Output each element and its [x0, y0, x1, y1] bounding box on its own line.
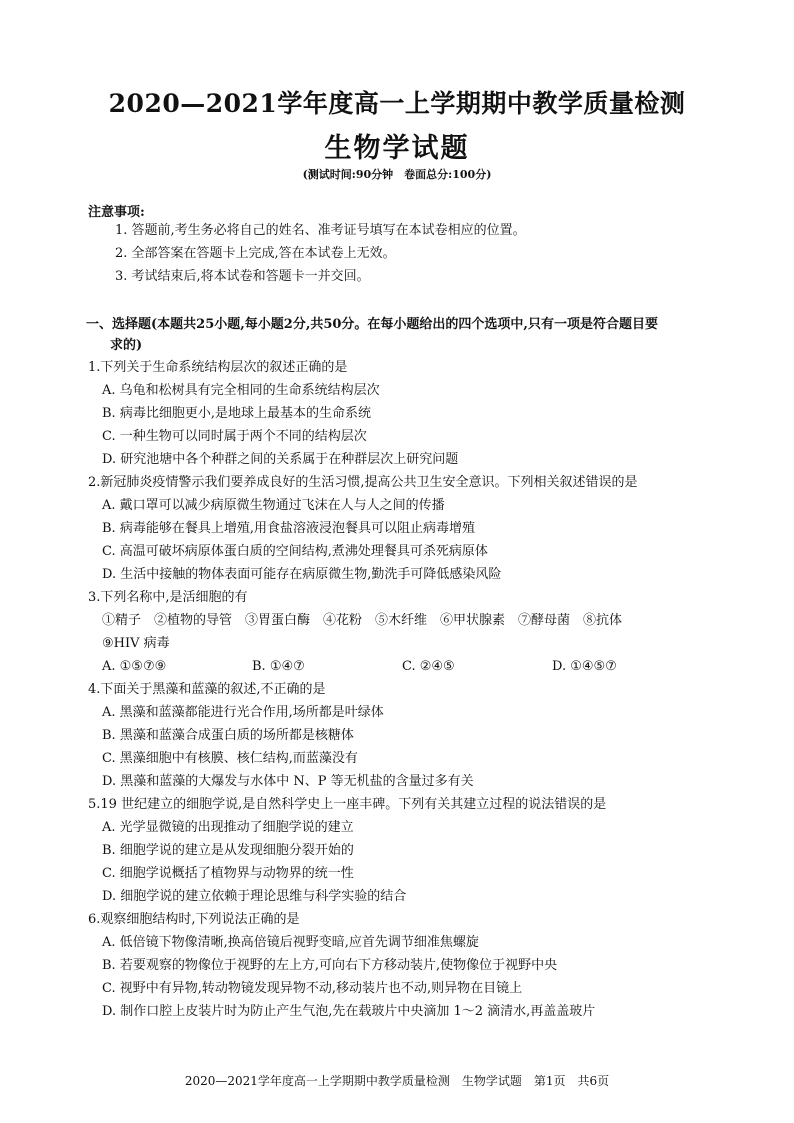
notes-heading: 注意事项: [88, 205, 145, 220]
exam-title: 2020—2021学年度高一上学期期中教学质量检测 [108, 89, 686, 118]
option: B. 病毒比细胞更小,是地球上最基本的生命系统 [102, 406, 371, 421]
option: D. 生活中接触的物体表面可能存在病原微生物,勤洗手可降低感染风险 [102, 567, 502, 582]
question-1 [88, 356, 728, 471]
section-heading [86, 314, 716, 356]
option: D. 研究池塘中各个种群之间的关系属于在种群层次上研究问题 [102, 452, 459, 467]
option: A. 乌龟和松树具有完全相同的生命系统结构层次 [102, 383, 380, 398]
option: C. 黑藻细胞中有核膜、核仁结构,而蓝藻没有 [102, 751, 358, 766]
option: D. ①④⑤⑦ [552, 659, 617, 674]
option: B. 病毒能够在餐具上增殖,用食盐溶液浸泡餐具可以阻止病毒增殖 [102, 521, 475, 536]
section-heading-line: 一、选择题(本题共25小题,每小题2分,共50分。在每小题给出的四个选项中,只有一项是符合题目要 [86, 317, 658, 332]
option: C. 一种生物可以同时属于两个不同的结构层次 [102, 429, 367, 444]
notes-list [115, 219, 735, 288]
question-items: ⑨HIV 病毒 [102, 636, 170, 651]
option: B. 若要观察的物像位于视野的左上方,可向右下方移动装片,使物像位于视野中央 [102, 958, 558, 973]
option: A. ①⑤⑦⑨ [102, 659, 167, 674]
option: D. 黑藻和蓝藻的大爆发与水体中 N、P 等无机盐的含量过多有关 [102, 774, 474, 789]
page-footer: 2020—2021学年度高一上学期期中教学质量检测 生物学试题 第1页 共6页 [184, 1074, 610, 1088]
question-stem: 5.19 世纪建立的细胞学说,是自然科学史上一座丰碑。下列有关其建立过程的说法错误的是 [88, 797, 607, 812]
exam-meta: (测试时间:90分钟 卷面总分:100分) [302, 168, 492, 181]
section-heading-line: 求的) [110, 338, 143, 353]
option: A. 低倍镜下物像清晰,换高倍镜后视野变暗,应首先调节细准焦螺旋 [102, 935, 479, 950]
option: D. 制作口腔上皮装片时为防止产生气泡,先在载玻片中央滴加 1～2 滴清水,再盖盖玻片 [102, 1004, 596, 1019]
option: A. 戴口罩可以减少病原微生物通过飞沫在人与人之间的传播 [102, 498, 445, 513]
exam-subtitle: 生物学试题 [324, 133, 470, 164]
option: D. 细胞学说的建立依赖于理论思维与科学实验的结合 [102, 889, 407, 904]
option: C. ②④⑤ [402, 659, 455, 674]
question-2 [88, 471, 728, 586]
question-list [88, 356, 728, 1023]
option: B. 黑藻和蓝藻合成蛋白质的场所都是核糖体 [102, 728, 354, 743]
question-stem: 3.下列名称中,是活细胞的有 [88, 590, 248, 605]
option: C. 细胞学说概括了植物界与动物界的统一性 [102, 866, 354, 881]
question-stem: 4.下面关于黑藻和蓝藻的叙述,不正确的是 [88, 682, 326, 697]
question-items: ①精子 ②植物的导管 ③胃蛋白酶 ④花粉 ⑤木纤维 ⑥甲状腺素 ⑦酵母菌 ⑧抗体 [102, 613, 623, 628]
option: A. 光学显微镜的出现推动了细胞学说的建立 [102, 820, 354, 835]
question-4 [88, 678, 728, 793]
option: A. 黑藻和蓝藻都能进行光合作用,场所都是叶绿体 [102, 705, 384, 720]
option: B. 细胞学说的建立是从发现细胞分裂开始的 [102, 843, 354, 858]
question-3 [88, 586, 728, 678]
note-item: 2. 全部答案在答题卡上完成,答在本试卷上无效。 [115, 246, 396, 261]
option: B. ①④⑦ [252, 659, 305, 674]
question-stem: 1.下列关于生命系统结构层次的叙述正确的是 [88, 360, 348, 375]
question-6 [88, 908, 728, 1023]
question-stem: 6.观察细胞结构时,下列说法正确的是 [88, 912, 300, 927]
question-5 [88, 793, 728, 908]
option: C. 高温可破坏病原体蛋白质的空间结构,煮沸处理餐具可杀死病原体 [102, 544, 488, 559]
option: C. 视野中有异物,转动物镜发现异物不动,移动装片也不动,则异物在目镜上 [102, 981, 523, 996]
note-item: 1. 答题前,考生务必将自己的姓名、准考证号填写在本试卷相应的位置。 [115, 223, 526, 238]
question-stem: 2.新冠肺炎疫情警示我们要养成良好的生活习惯,提高公共卫生安全意识。下列相关叙述错误的是 [88, 475, 638, 490]
note-item: 3. 考试结束后,将本试卷和答题卡一并交回。 [115, 269, 370, 284]
option-row [88, 655, 728, 678]
